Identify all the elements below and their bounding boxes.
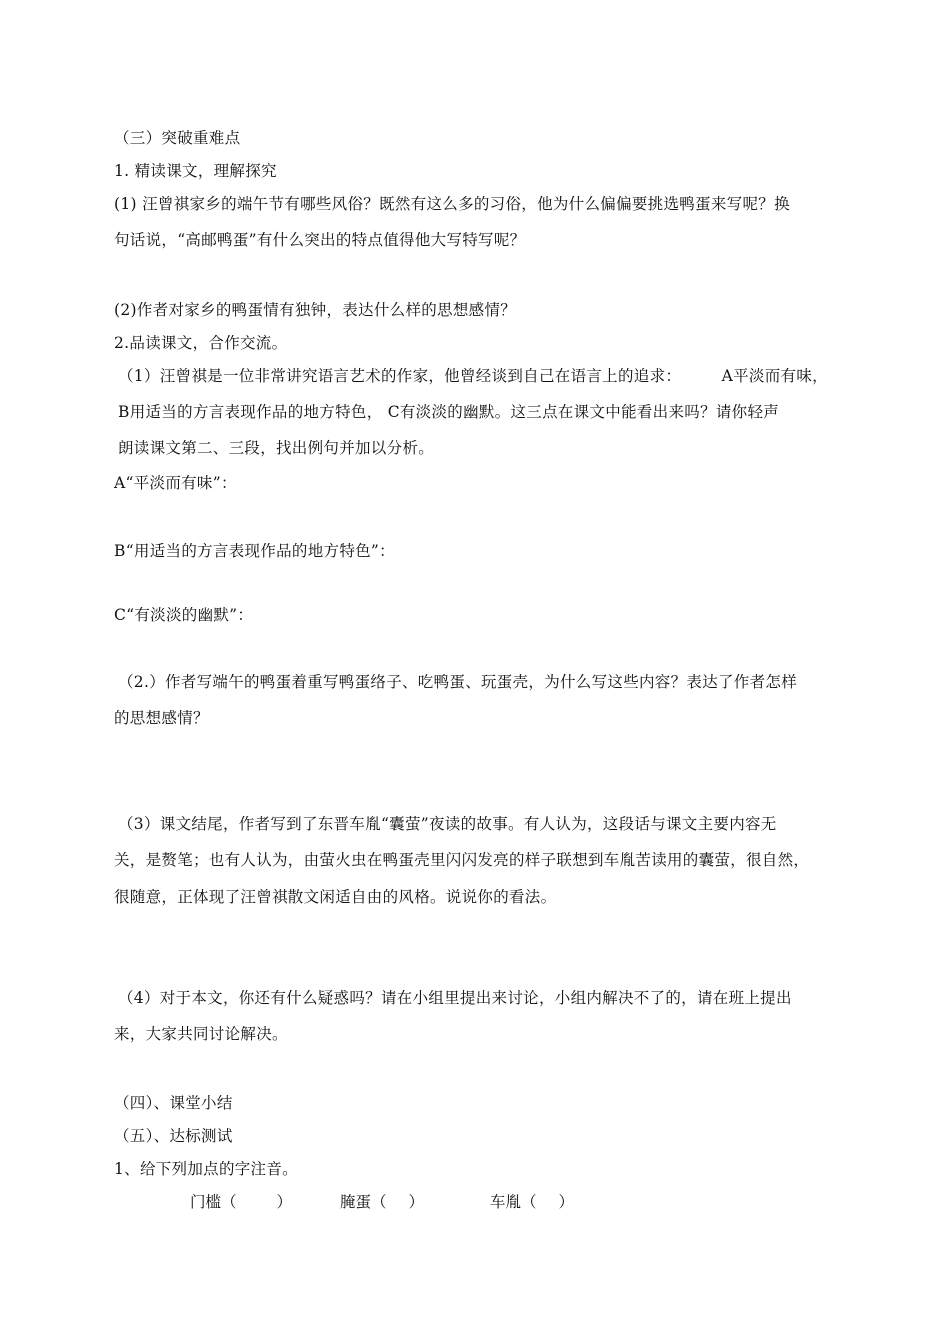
part1-q2: (2)作者对家乡的鸭蛋情有独钟，表达什么样的思想感情？ [114, 301, 517, 319]
part2-q4-line1: （4）对于本文，你还有什么疑惑吗？请在小组里提出来讨论，小组内解决不了的，请在班上提出 [118, 989, 792, 1007]
answer-label-c: C“有淡淡的幽默”： [114, 606, 254, 624]
section5-heading: （五）、达标测试 [114, 1127, 233, 1145]
part2-q2-line1: （2.）作者写端午的鸭蛋着重写鸭蛋络子、吃鸭蛋、玩蛋壳，为什么写这些内容？表达了作者怎样 [118, 673, 797, 691]
part2-q3-line2: 关，是赘笔；也有人认为，由萤火虫在鸭蛋壳里闪闪发亮的样子联想到车胤苦读用的囊萤，很自然， [114, 851, 810, 869]
part2-q1-line1-option-a: A平淡而有味， [721, 367, 828, 385]
part1-title: 1. 精读课文，理解探究 [114, 162, 277, 180]
answer-label-b: B“用适当的方言表现作品的地方特色”： [114, 542, 395, 560]
part2-q1-line3: 朗读课文第二、三段，找出例句并加以分析。 [118, 439, 435, 457]
pinyin-word-1: 门槛（ [190, 1193, 237, 1211]
part1-q1-line2: 句话说，“高邮鸭蛋”有什么突出的特点值得他大写特写呢？ [114, 231, 526, 249]
pinyin-item-3: 车胤（ ） [490, 1193, 575, 1211]
pinyin-item-1: 门槛（ ） [190, 1193, 293, 1211]
pinyin-item-2: 腌蛋（ ） [340, 1193, 425, 1211]
pinyin-word-3: 车胤（ [490, 1193, 537, 1211]
part2-q3-line3: 很随意，正体现了汪曾祺散文闲适自由的风格。说说你的看法。 [114, 888, 557, 906]
part1-q1-line1: (1) 汪曾祺家乡的端午节有哪些风俗？既然有这么多的习俗，他为什么偏偏要挑选鸭蛋来写呢？换 [114, 195, 790, 213]
part2-q2-line2: 的思想感情？ [114, 709, 209, 727]
section5-q1-title: 1、给下列加点的字注音。 [114, 1160, 298, 1178]
part2-q1-line2: B用适当的方言表现作品的地方特色， C有淡淡的幽默。这三点在课文中能看出来吗？请你轻声 [118, 403, 780, 421]
part2-q1-line1-main: （1）汪曾祺是一位非常讲究语言艺术的作家，他曾经谈到自己在语言上的追求： [118, 367, 682, 385]
part2-q4-line2: 来，大家共同讨论解决。 [114, 1025, 288, 1043]
pinyin-word-2: 腌蛋（ [340, 1193, 387, 1211]
answer-label-a: A“平淡而有味”： [114, 474, 237, 492]
part2-title: 2.品读课文，合作交流。 [114, 334, 288, 352]
section3-heading: （三）突破重难点 [114, 129, 241, 147]
part2-q1-line1 [118, 366, 828, 386]
part2-q3-line1: （3）课文结尾，作者写到了东晋车胤“囊萤”夜读的故事。有人认为，这段话与课文主要内容无 [118, 815, 777, 833]
section4-heading: （四）、课堂小结 [114, 1094, 233, 1112]
